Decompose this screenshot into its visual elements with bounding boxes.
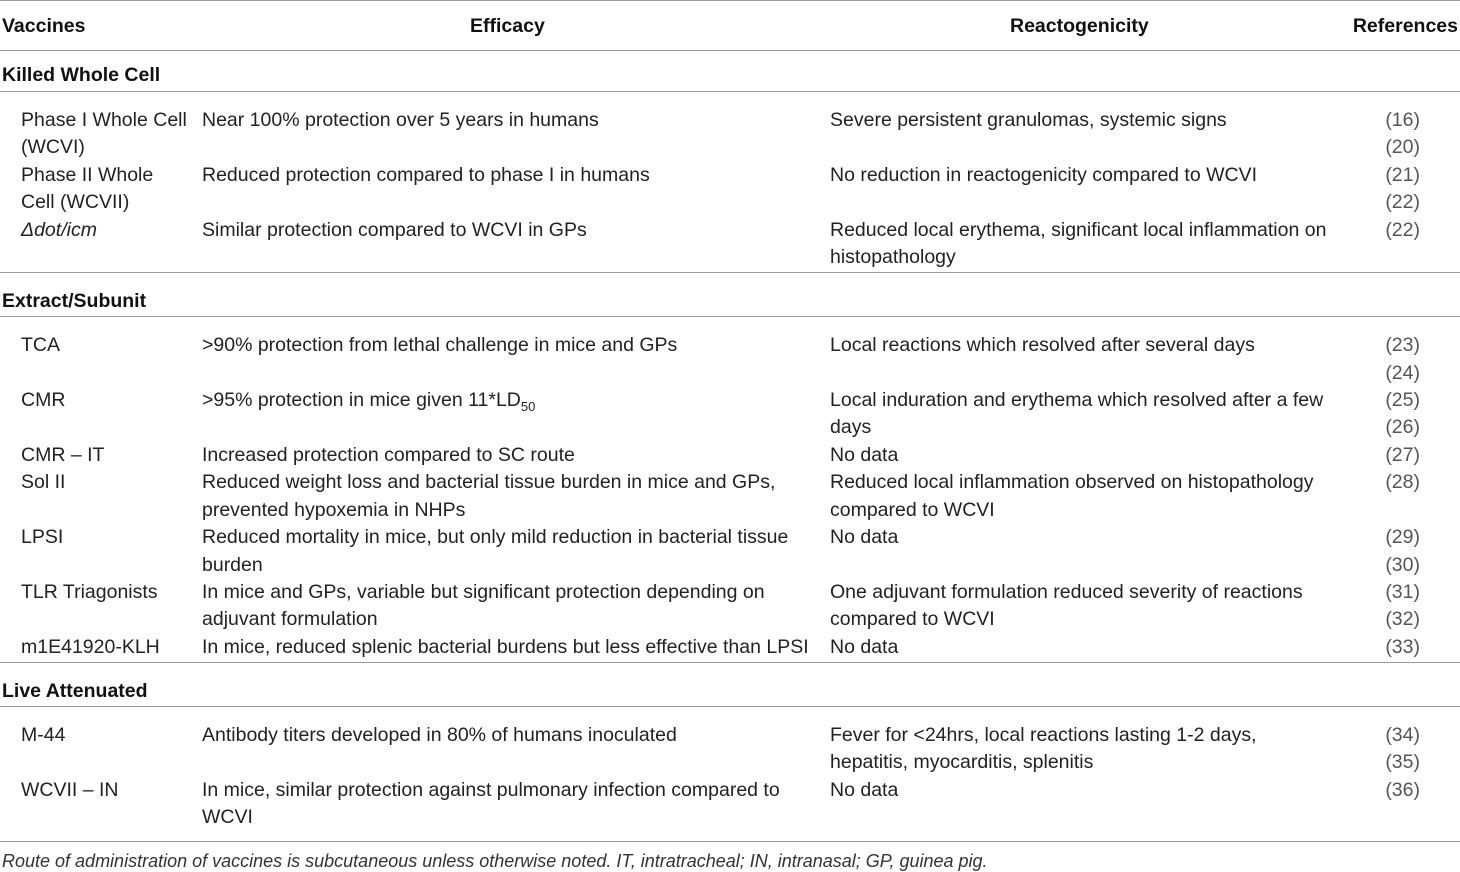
efficacy-cell: WCVI [202, 806, 253, 828]
section-rule [0, 662, 1460, 663]
bottom-rule [0, 841, 1460, 842]
section-rule [0, 272, 1460, 273]
reference-link[interactable]: (23) [1385, 334, 1420, 356]
reference-link[interactable]: (31) [1385, 581, 1420, 603]
reference-link[interactable]: (30) [1385, 554, 1420, 576]
reference-link[interactable]: (21) [1385, 164, 1420, 186]
vaccine-name: Sol II [21, 471, 66, 493]
reactogenicity-cell: Fever for <24hrs, local reactions lasting 1-2 days, [830, 724, 1257, 746]
reactogenicity-cell: hepatitis, myocarditis, splenitis [830, 751, 1094, 773]
reactogenicity-cell: No data [830, 444, 899, 466]
efficacy-cell: >90% protection from lethal challenge in mice and GPs [202, 334, 678, 356]
efficacy-cell: In mice, similar protection against pulmonary infection compared to [202, 779, 780, 801]
reactogenicity-cell: compared to WCVI [830, 608, 995, 630]
section-title: Extract/Subunit [2, 290, 147, 312]
efficacy-cell: burden [202, 554, 263, 576]
vaccine-name: Phase I Whole Cell [21, 109, 187, 131]
reference-link[interactable]: (28) [1385, 471, 1420, 493]
reactogenicity-cell: No data [830, 636, 899, 658]
header-reactogenicity: Reactogenicity [1010, 15, 1149, 37]
vaccine-name: (WCVI) [21, 136, 85, 158]
reactogenicity-cell: compared to WCVI [830, 499, 995, 521]
efficacy-cell: adjuvant formulation [202, 608, 378, 630]
efficacy-cell: prevented hypoxemia in NHPs [202, 499, 466, 521]
efficacy-cell: Reduced weight loss and bacterial tissue burden in mice and GPs, [202, 471, 776, 493]
efficacy-cell [202, 390, 535, 417]
efficacy-cell: Near 100% protection over 5 years in humans [202, 109, 599, 131]
reactogenicity-cell: Reduced local erythema, significant local inflammation on [830, 219, 1327, 241]
reference-link[interactable]: (16) [1385, 109, 1420, 131]
efficacy-cell: In mice and GPs, variable but significant protection depending on [202, 581, 765, 603]
reference-link[interactable]: (34) [1385, 724, 1420, 746]
vaccine-name: WCVII – IN [21, 779, 119, 801]
table-footnote: Route of administration of vaccines is subcutaneous unless otherwise noted. IT, intratracheal; IN, intranasal; GP, guinea pig. [2, 851, 988, 871]
vaccine-name: TLR Triagonists [21, 581, 158, 603]
reactogenicity-cell: histopathology [830, 246, 956, 268]
reactogenicity-cell: Local reactions which resolved after several days [830, 334, 1255, 356]
header-efficacy: Efficacy [470, 15, 545, 37]
reference-link[interactable]: (25) [1385, 389, 1420, 411]
section-title: Killed Whole Cell [2, 64, 161, 86]
vaccine-name: CMR – IT [21, 444, 105, 466]
reactogenicity-cell: Severe persistent granulomas, systemic signs [830, 109, 1227, 131]
efficacy-cell: Reduced mortality in mice, but only mild reduction in bacterial tissue [202, 526, 789, 548]
reactogenicity-cell: No data [830, 526, 899, 548]
efficacy-cell: Antibody titers developed in 80% of humans inoculated [202, 724, 677, 746]
reference-link[interactable]: (36) [1385, 779, 1420, 801]
section-rule [0, 91, 1460, 92]
header-vaccines: Vaccines [2, 15, 86, 37]
reactogenicity-cell: No reduction in reactogenicity compared to WCVI [830, 164, 1258, 186]
vaccine-name: m1E41920-KLH [21, 636, 160, 658]
reference-link[interactable]: (35) [1385, 751, 1420, 773]
vaccine-name: Δdot/icm [21, 219, 97, 241]
header-references: References [1352, 15, 1458, 37]
efficacy-cell: Similar protection compared to WCVI in GPs [202, 219, 587, 241]
efficacy-cell: In mice, reduced splenic bacterial burdens but less effective than LPSI [202, 636, 809, 658]
subscript: 50 [520, 398, 536, 414]
vaccine-name: M-44 [21, 724, 66, 746]
reference-link[interactable]: (33) [1385, 636, 1420, 658]
top-rule [0, 0, 1460, 1]
reactogenicity-cell: Reduced local inflammation observed on histopathology [830, 471, 1314, 493]
vaccine-name: CMR [21, 389, 66, 411]
reference-link[interactable]: (32) [1385, 608, 1420, 630]
reference-link[interactable]: (22) [1385, 191, 1420, 213]
section-title: Live Attenuated [2, 680, 148, 702]
reference-link[interactable]: (22) [1385, 219, 1420, 241]
efficacy-text: >95% protection in mice given 11*LD [202, 389, 521, 411]
vaccine-name: Phase II Whole [21, 164, 154, 186]
reference-link[interactable]: (27) [1385, 444, 1420, 466]
reactogenicity-cell: No data [830, 779, 899, 801]
efficacy-cell: Reduced protection compared to phase I in humans [202, 164, 650, 186]
reference-link[interactable]: (20) [1385, 136, 1420, 158]
vaccine-name: LPSI [21, 526, 64, 548]
reactogenicity-cell: days [830, 416, 872, 438]
reactogenicity-cell: One adjuvant formulation reduced severity of reactions [830, 581, 1303, 603]
reference-link[interactable]: (29) [1385, 526, 1420, 548]
header-rule [0, 50, 1460, 51]
reference-link[interactable]: (24) [1385, 362, 1420, 384]
reactogenicity-cell: Local induration and erythema which resolved after a few [830, 389, 1324, 411]
vaccine-name: Cell (WCVII) [21, 191, 130, 213]
efficacy-cell: Increased protection compared to SC route [202, 444, 575, 466]
section-rule [0, 706, 1460, 707]
vaccine-name: TCA [21, 334, 60, 356]
section-rule [0, 316, 1460, 317]
reference-link[interactable]: (26) [1385, 416, 1420, 438]
